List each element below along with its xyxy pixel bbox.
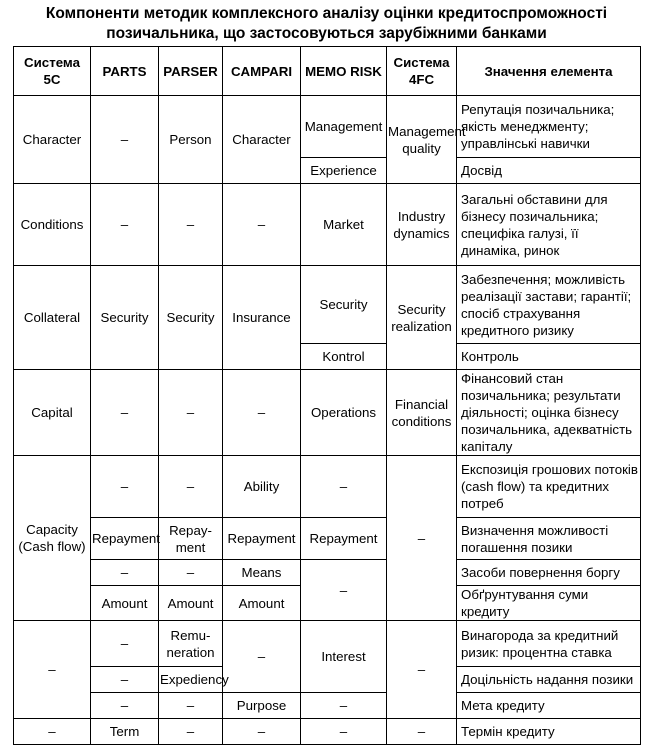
- table-row: [14, 693, 641, 719]
- cell-character: Character: [14, 96, 91, 184]
- cell-dash: –: [159, 560, 223, 586]
- cell-dash: –: [91, 693, 159, 719]
- cell-kontrol-desc: Контроль: [457, 344, 641, 370]
- cell-dash: –: [387, 621, 457, 719]
- table-row: [14, 184, 641, 266]
- cell-expediency-desc: Доцільність надання позики: [457, 667, 641, 693]
- cell-purpose-desc: Мета кредиту: [457, 693, 641, 719]
- table-row: [14, 621, 641, 667]
- cell-dash: –: [387, 456, 457, 621]
- table-row: [14, 719, 641, 745]
- cell-dash: –: [301, 693, 387, 719]
- table-row: [14, 518, 641, 560]
- header-meaning: Значення елемента: [457, 47, 641, 96]
- cell-ability-desc: Експозиція грошових потоків (cash flow) та кредитних потреб: [457, 456, 641, 518]
- cell-term-desc: Термін кредиту: [457, 719, 641, 745]
- cell-dash: –: [301, 456, 387, 518]
- cell-dash: –: [387, 719, 457, 745]
- cell-ability: Ability: [223, 456, 301, 518]
- header-parser: PARSER: [159, 47, 223, 96]
- cell-collateral: Collateral: [14, 266, 91, 370]
- cell-expediency: Expediency: [159, 667, 223, 693]
- cell-collateral-desc: Забезпечення; можливість реалізації застави; гарантії; спосіб страхування кредитного ризику: [457, 266, 641, 344]
- cell-security-parts: Security: [91, 266, 159, 370]
- header-4fc: Система 4FC: [387, 47, 457, 96]
- cell-dash: –: [91, 370, 159, 456]
- cell-dash: –: [91, 667, 159, 693]
- table-row: [14, 370, 641, 456]
- cell-dash: –: [301, 560, 387, 621]
- cell-repayment-parts: Repayment: [91, 518, 159, 560]
- cell-dash: –: [14, 621, 91, 719]
- cell-interest-desc: Винагорода за кредитний ризик: процентна ставка: [457, 621, 641, 667]
- table-row: [14, 560, 641, 586]
- cell-management: Management: [301, 96, 387, 158]
- cell-repayment-memo: Repayment: [301, 518, 387, 560]
- cell-dash: –: [159, 693, 223, 719]
- cell-interest: Interest: [301, 621, 387, 693]
- cell-dash: –: [159, 719, 223, 745]
- cell-person: Person: [159, 96, 223, 184]
- cell-purpose: Purpose: [223, 693, 301, 719]
- cell-security-memo: Security: [301, 266, 387, 344]
- header-5c: Система 5С: [14, 47, 91, 96]
- cell-repayment-parser: Repay-ment: [159, 518, 223, 560]
- cell-dash: –: [301, 719, 387, 745]
- table-row: [14, 96, 641, 158]
- cell-capital: Capital: [14, 370, 91, 456]
- header-row: [14, 47, 641, 96]
- header-memo-risk: MEMO RISK: [301, 47, 387, 96]
- cell-security-parser: Security: [159, 266, 223, 370]
- cell-dash: –: [91, 621, 159, 667]
- cell-dash: –: [159, 370, 223, 456]
- cell-character-campari: Character: [223, 96, 301, 184]
- cell-remuneration: Remu-neration: [159, 621, 223, 667]
- table-row: [14, 266, 641, 344]
- cell-security-realization: Security realization: [387, 266, 457, 370]
- cell-amount-parts: Amount: [91, 586, 159, 621]
- cell-operations: Operations: [301, 370, 387, 456]
- cell-experience-desc: Досвід: [457, 158, 641, 184]
- cell-conditions-desc: Загальні обставини для бізнесу позичальника; специфіка галузі, її динаміка, ринок: [457, 184, 641, 266]
- cell-capital-desc: Фінансовий стан позичальника; результати діяльності; оцінка бізнесу позичальника, адекватність капіталу: [457, 370, 641, 456]
- header-parts: PARTS: [91, 47, 159, 96]
- cell-dash: –: [223, 184, 301, 266]
- table-row: [14, 456, 641, 518]
- cell-dash: –: [91, 96, 159, 184]
- cell-term: Term: [91, 719, 159, 745]
- cell-dash: –: [223, 621, 301, 693]
- cell-dash: –: [159, 184, 223, 266]
- cell-dash: –: [14, 719, 91, 745]
- cell-dash: –: [91, 456, 159, 518]
- cell-market: Market: [301, 184, 387, 266]
- cell-kontrol: Kontrol: [301, 344, 387, 370]
- cell-conditions: Conditions: [14, 184, 91, 266]
- cell-dash: –: [223, 719, 301, 745]
- cell-financial-conditions: Financial conditions: [387, 370, 457, 456]
- cell-amount-campari: Amount: [223, 586, 301, 621]
- credit-analysis-table: [13, 46, 641, 745]
- cell-means: Means: [223, 560, 301, 586]
- cell-dash: –: [159, 456, 223, 518]
- cell-amount-desc: Обґрунтування суми кредиту: [457, 586, 641, 621]
- cell-repayment-desc: Визначення можливості погашення позики: [457, 518, 641, 560]
- cell-dash: –: [91, 560, 159, 586]
- cell-management-quality: Management quality: [387, 96, 457, 184]
- cell-reputation-desc: Репутація позичальника; якість менеджменту; управлінські навички: [457, 96, 641, 158]
- cell-experience: Experience: [301, 158, 387, 184]
- cell-industry-dynamics: Industry dynamics: [387, 184, 457, 266]
- header-campari: CAMPARI: [223, 47, 301, 96]
- cell-means-desc: Засоби повернення боргу: [457, 560, 641, 586]
- cell-dash: –: [223, 370, 301, 456]
- table-title: Компоненти методик комплексного аналізу оцінки кредитоспроможності позичальника, що застосовуються зарубіжними банками: [45, 5, 608, 42]
- cell-dash: –: [91, 184, 159, 266]
- cell-amount-parser: Amount: [159, 586, 223, 621]
- cell-repayment-campari: Repayment: [223, 518, 301, 560]
- cell-capacity: Capacity (Cash flow): [14, 456, 91, 621]
- cell-insurance: Insurance: [223, 266, 301, 370]
